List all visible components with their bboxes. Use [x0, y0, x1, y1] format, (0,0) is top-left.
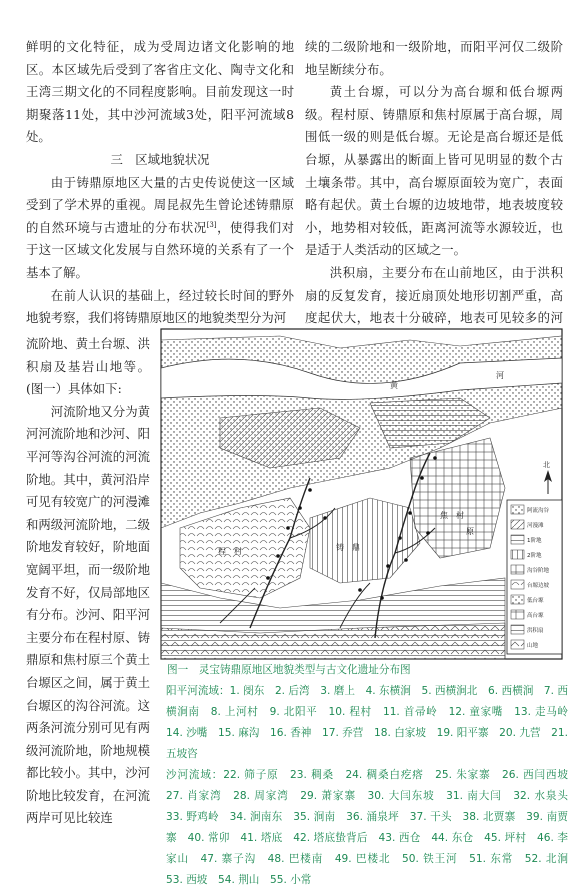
legend-label: 河漫滩	[527, 523, 544, 529]
paragraph-continued: 流阶地、黄土台塬、洪积扇及基岩山地等。(图一）具体如下:	[26, 336, 150, 397]
reference-mark: [3]	[206, 220, 217, 229]
legend-label: 阿流沟谷	[527, 508, 550, 514]
paragraph	[26, 172, 294, 285]
section-heading: 三 区域地貌状况	[110, 151, 210, 167]
left-column-top	[26, 36, 294, 330]
legend-label: 1阶地	[527, 538, 542, 544]
map-label-huang-river-2: 河	[496, 371, 504, 380]
paragraph: 黄土台塬，可以分为高台塬和低台塬两级。程村原、铸鼎原和焦村原属于高台塬，周围低一级的则是低台塬。无论是高台塬还是低台塬，从暴露出的断面上皆可见明显的数个古土壤条带。其中，高台塬原面较为宽广，表面略有起伏。黄土台塬的边坡地带，地表坡度较小，地势相对较低，距离河流等水源较近，也是适于人类活动的区域之一。	[305, 84, 563, 258]
caption-title: 图一 灵宝铸鼎原地区地貌类型与古文化遗址分布图	[167, 664, 411, 676]
legend-label: 低台塬	[527, 598, 544, 604]
legend-label: 洪积扇	[527, 628, 544, 634]
left-column-narrow	[26, 333, 150, 830]
legend-label: 山地	[527, 643, 539, 649]
paragraph-continued: 鲜明的文化特征，成为受周边诸文化影响的地区。本区域先后受到了客省庄文化、陶寺文化和王湾三期文化的不同程度影响。目前发现这一时期聚落11处，其中沙河流域3处，阳平河流域8处。	[26, 39, 294, 145]
legend-label: 沟谷阶地	[527, 568, 550, 574]
map-label-yuan: 原	[466, 527, 474, 536]
legend-label: 台塬边坡	[527, 583, 550, 589]
paragraph-text: ，使得我们对于这一区域文化发展与自然环境的关系有了一个基本了解。	[26, 219, 295, 280]
figure-map	[160, 328, 563, 660]
map-label-huang-river-1: 黄	[390, 381, 398, 390]
figure-caption	[166, 660, 579, 891]
paragraph: 洪积扇，主要分布在山前地区，由于洪积扇的反复发育，接近扇顶处地形切割严重，高度起伏大，地表十分破碎，地表可见较多的河	[305, 264, 563, 326]
map-label-zhu-ding: 铸 鼎	[336, 543, 360, 552]
paragraph: 河流阶地又分为黄河河流阶地和沙河、阳平河等沟谷河流的河流阶地。其中，黄河沿岸可见有较宽广的河漫滩和两级河流阶地，二级阶地发育较好，阶地面宽阔平坦，而一级阶地发育不好，仅局部地区有分布。沙河、阳平河主要分布在程村原、铸鼎原和焦村原三个黄土台塬区之间，属于黄土台塬区的沟谷河流。这两条河流分别可见有两级河流阶地，阶地规模都比较小。其中，沙河阶地比较发育，在河流两岸可见比较连	[26, 403, 150, 826]
north-label: 北	[543, 461, 550, 469]
right-column-top	[305, 36, 563, 375]
paragraph-text: 由于铸鼎原地区大量的古史传说使这一区域受到了学术界的重视。周昆叔先生曾论述铸鼎原的自然环境与古遗址的分布状况	[26, 174, 294, 235]
paragraph: 在前人认识的基础上，经过较长时间的野外地貌考察，我们将铸鼎原地区的地貌类型分为河	[26, 287, 294, 326]
map-label-jiao-cun: 焦 村	[440, 511, 464, 520]
map-svg	[160, 328, 563, 660]
legend	[507, 500, 562, 654]
legend-label: 2阶地	[527, 553, 542, 559]
paragraph-continued: 续的二级阶地和一级阶地，而阳平河仅二级阶地呈断续分布。	[305, 39, 563, 77]
caption-shahe-sites: 沙河流域：22. 筛子原 23. 稠桑 24. 稠桑白疙瘩 25. 朱家寨 26. 西闫西坡 27. 肖家湾 28. 周家湾 29. 萧家寨 30. 大闫东坡 31. 南大闫 32. 水泉头 33. 野鸡岭 34. 涧南东 35. 涧南 36. 涌泉坪 37. 干头 38. 北贾寨 39. 南贾寨 40. 常卯 41. 塔底 42. 塔底蛰背后 43. 西仓 44. 东仓 45. 坪村 46. 李家山 47. 寨子沟 48. 巴楼南 49. 巴楼北 50. 铁王河 51. 东常 52. 北涧 53. 西坡 54. 荆山 55. 小常	[166, 769, 579, 886]
caption-yangping-sites: 阳平河流域：1. 阌东 2. 后湾 3. 磨上 4. 东横涧 5. 西横涧北 6. 西横涧 7. 西横涧南 8. 上河村 9. 北阳平 10. 程村 11. 首帚岭 12. 童家嘴 13. 走马岭 14. 沙嘴 15. 麻沟 16. 香神 17. 乔营 18. 白家坡 19. 阳平寨 20. 九营 21. 五坡咨	[166, 685, 579, 760]
map-label-cheng-cun: 程 村	[218, 547, 242, 556]
legend-label: 高台塬	[527, 613, 544, 619]
